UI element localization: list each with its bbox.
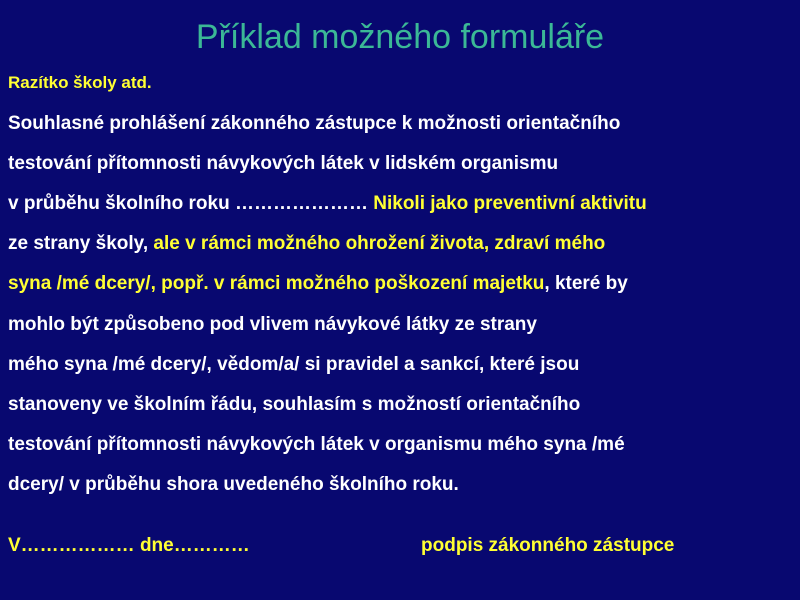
body-line-4-text: ze strany školy,	[8, 233, 154, 254]
school-stamp-label: Razítko školy atd.	[8, 73, 152, 92]
body-line-3-highlight: Nikoli jako preventivní aktivitu	[373, 193, 647, 214]
body-line-5	[8, 273, 628, 295]
body-line-5-highlight: syna /mé dcery/, popř. v rámci možného poškození majetku	[8, 273, 545, 294]
page-title: Příklad možného formuláře	[195, 18, 605, 56]
signature-label: podpis zákonného zástupce	[421, 535, 675, 556]
body-line-4	[8, 233, 605, 255]
body-line-5-text: , které by	[544, 273, 628, 294]
body-line-10: dcery/ v průběhu shora uvedeného školního roku.	[8, 474, 459, 495]
body-line-8: stanoveny ve školním řádu, souhlasím s možností orientačního	[8, 394, 581, 415]
body-line-2: testování přítomnosti návykových látek v lidském organismu	[8, 153, 559, 174]
body-line-7: mého syna /mé dcery/, vědom/a/ si pravidel a sankcí, které jsou	[8, 354, 580, 375]
body-line-1: Souhlasné prohlášení zákonného zástupce k možnosti orientačního	[8, 113, 621, 134]
body-line-6: mohlo být způsobeno pod vlivem návykové látky ze strany	[8, 314, 537, 335]
body-line-3-text: v průběhu školního roku …………………	[8, 193, 374, 214]
body-line-3	[8, 193, 647, 215]
place-date-field: V……………… dne…………	[8, 535, 250, 556]
body-line-4-highlight: ale v rámci možného ohrožení života, zdraví mého	[153, 233, 606, 254]
body-line-9: testování přítomnosti návykových látek v organismu mého syna /mé	[8, 434, 625, 455]
